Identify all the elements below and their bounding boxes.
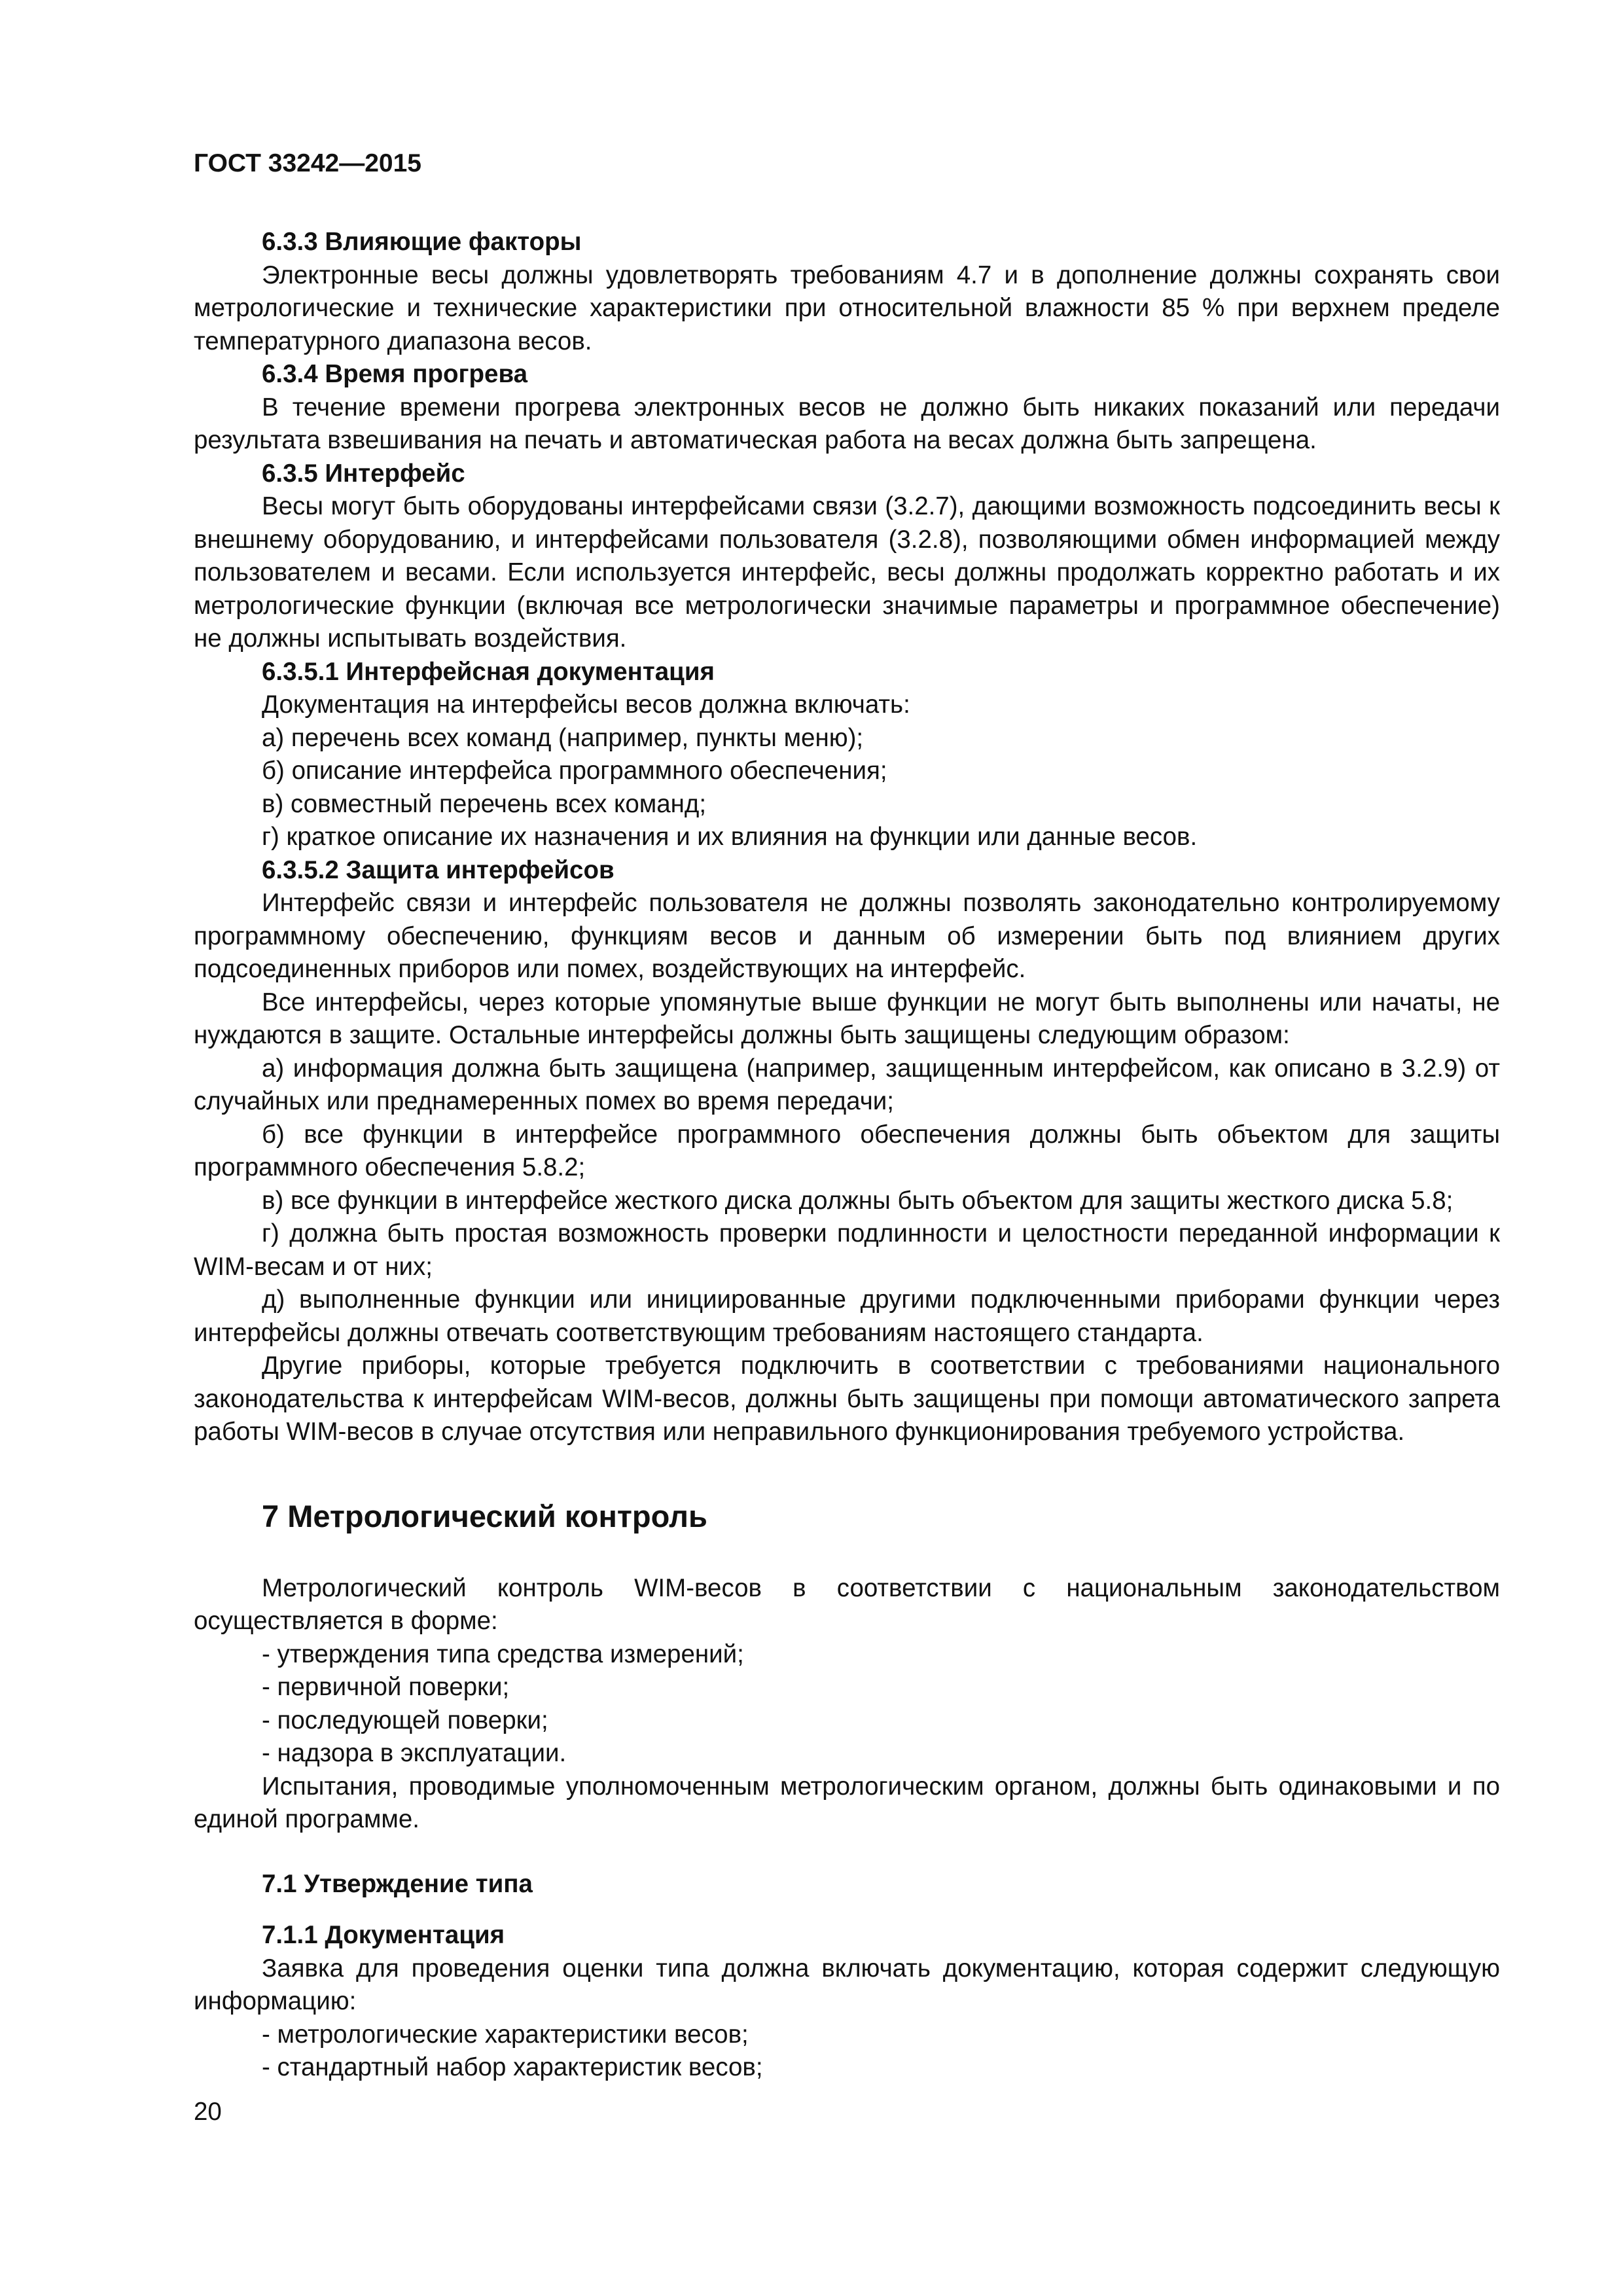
list-item: б) все функции в интерфейсе программного обеспечения должны быть объектом для защиты программного обеспечения 5.8.2; <box>194 1120 1500 1181</box>
section-heading-7-1: 7.1 Утверждение типа <box>262 1869 533 1898</box>
page-number: 20 <box>194 2098 222 2126</box>
paragraph: Весы могут быть оборудованы интерфейсами связи (3.2.7), дающими возможность подсоединить весы к внешнему оборудованию, и интерфейсами пользователя (3.2.8), позволяющими обмен информацией между пользователем и весами. Если используется интерфейс, весы должны продолжать корректно работать и их метрологические функции (включая все метрологически значимые параметры и программное обеспечение) не должны испытывать воздействия. <box>194 492 1500 653</box>
list-item: - метрологические характеристики весов; <box>262 2020 749 2049</box>
section-heading-6-3-3: 6.3.3 Влияющие факторы <box>262 228 582 256</box>
section-heading-6-3-5-2: 6.3.5.2 Защита интерфейсов <box>262 855 615 884</box>
paragraph: Документация на интерфейсы весов должна включать: <box>262 691 910 719</box>
list-item: - последующей поверки; <box>262 1706 548 1734</box>
list-item: - утверждения типа средства измерений; <box>262 1640 744 1668</box>
list-item: - стандартный набор характеристик весов; <box>262 2053 763 2081</box>
list-item: в) совместный перечень всех команд; <box>262 789 707 818</box>
section-heading-6-3-5: 6.3.5 Интерфейс <box>262 459 465 488</box>
section-heading-6-3-5-1: 6.3.5.1 Интерфейсная документация <box>262 657 715 686</box>
paragraph: В течение времени прогрева электронных весов не должно быть никаких показаний или передачи результата взвешивания на печать и автоматическая работа на весах должна быть запрещена. <box>194 393 1500 454</box>
list-item: а) перечень всех команд (например, пункты меню); <box>262 723 864 752</box>
paragraph: Испытания, проводимые уполномоченным метрологическим органом, должны быть одинаковыми и по единой программе. <box>194 1772 1500 1833</box>
section-heading-6-3-4: 6.3.4 Время прогрева <box>262 360 528 388</box>
paragraph: Метрологический контроль WIM-весов в соответствии с национальным законодательством осуществляется в форме: <box>194 1573 1500 1635</box>
paragraph: Все интерфейсы, через которые упомянутые выше функции не могут быть выполнены или начаты, не нуждаются в защите. Остальные интерфейсы должны быть защищены следующим образом: <box>194 988 1500 1049</box>
list-item: б) описание интерфейса программного обеспечения; <box>262 757 887 785</box>
chapter-heading-7: 7 Метрологический контроль <box>262 1498 707 1534</box>
list-item: г) должна быть простая возможность проверки подлинности и целостности переданной информации к WIM-весам и от них; <box>194 1219 1500 1281</box>
list-item: - надзора в эксплуатации. <box>262 1739 567 1767</box>
paragraph: Электронные весы должны удовлетворять требованиям 4.7 и в дополнение должны сохранять свои метрологические и технические характеристики при относительной влажности 85 % при верхнем пределе температурного диапазона весов. <box>194 260 1500 355</box>
document-body <box>194 226 1500 2085</box>
paragraph: Интерфейс связи и интерфейс пользователя не должны позволять законодательно контролируемому программному обеспечению, функциям весов и данным об измерении быть под влиянием других подсоединенных приборов или помех, воздействующих на интерфейс. <box>194 889 1500 983</box>
paragraph: Заявка для проведения оценки типа должна включать документацию, которая содержит следующую информацию: <box>194 1954 1500 2015</box>
standard-code-header: ГОСТ 33242—2015 <box>194 149 421 177</box>
list-item: г) краткое описание их назначения и их влияния на функции или данные весов. <box>262 823 1198 851</box>
list-item: д) выполненные функции или инициированные другими подключенными приборами функции через интерфейсы должны отвечать соответствующим требованиям настоящего стандарта. <box>194 1285 1500 1347</box>
paragraph: Другие приборы, которые требуется подключить в соответствии с требованиями национального законодательства к интерфейсам WIM-весов, должны быть защищены при помощи автоматического запрета работы WIM-весов в случае отсутствия или неправильного функционирования требуемого устройства. <box>194 1352 1500 1446</box>
section-heading-7-1-1: 7.1.1 Документация <box>262 1921 505 1949</box>
list-item: - первичной поверки; <box>262 1673 510 1701</box>
list-item: а) информация должна быть защищена (например, защищенным интерфейсом, как описано в 3.2.9) от случайных или преднамеренных помех во время передачи; <box>194 1054 1500 1115</box>
list-item: в) все функции в интерфейсе жесткого диска должны быть объектом для защиты жесткого диска 5.8; <box>262 1186 1454 1215</box>
